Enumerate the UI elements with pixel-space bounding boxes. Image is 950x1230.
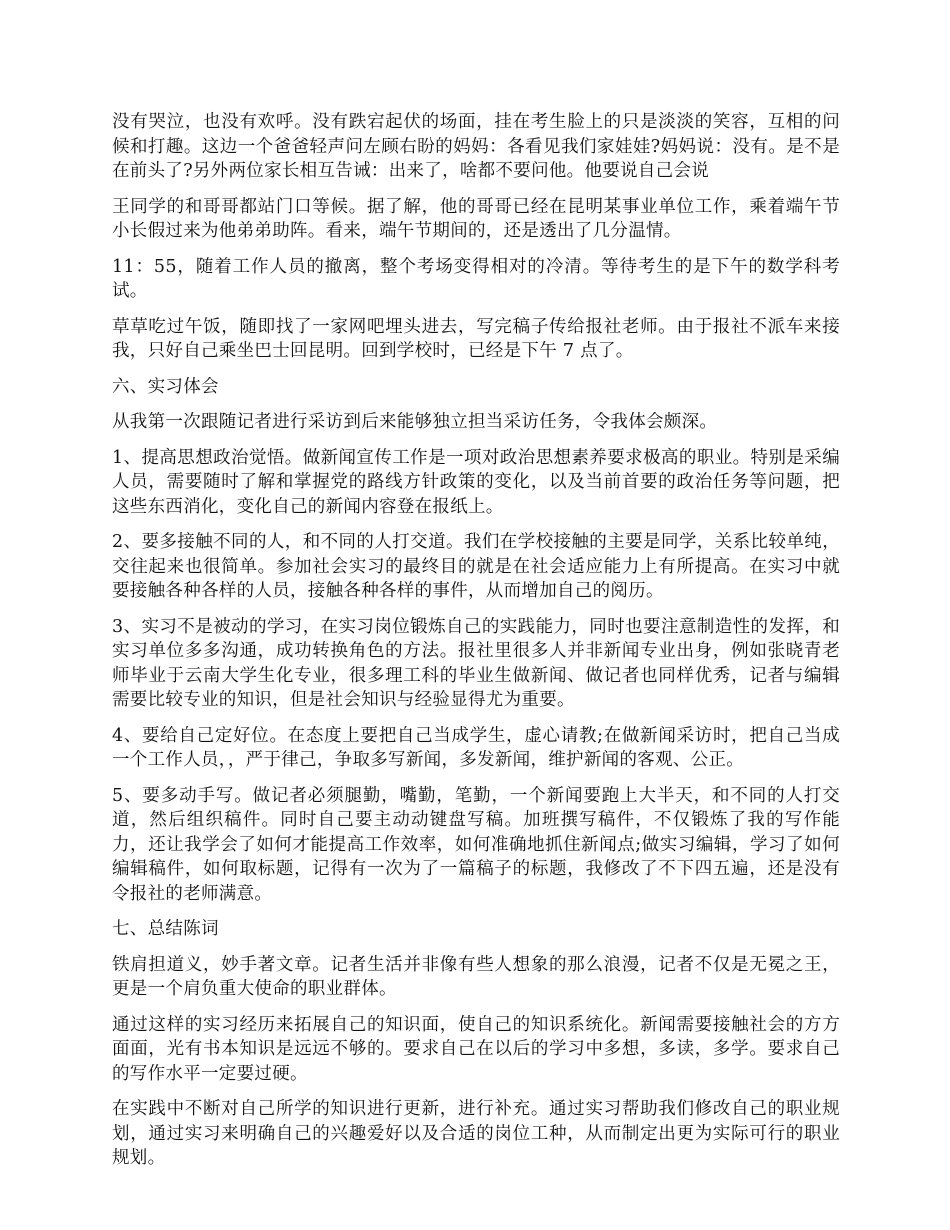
paragraph: 草草吃过午饭，随即找了一家网吧埋头进去，写完稿子传给报社老师。由于报社不派车来接我，只好自己乘坐巴士回昆明。回到学校时，已经是下午 7 点了。 bbox=[112, 316, 840, 361]
paragraph: 11：55，随着工作人员的撤离，整个考场变得相对的冷清。等待考生的是下午的数学科考试。 bbox=[112, 256, 840, 301]
paragraph: 5、要多动手写。做记者必须腿勤，嘴勤，笔勤，一个新闻要跑上大半天，和不同的人打交道，然后组织稿件。同时自己要主动动键盘写稿。加班撰写稿件，不仅锻炼了我的写作能力，还让我学会了如何才能提高工作效率，如何准确地抓住新闻点;做实习编辑，学习了如何编辑稿件，如何取标题，记得有一次为了一篇稿子的标题，我修改了不下四五遍，还是没有令报社的老师满意。 bbox=[112, 785, 840, 904]
section-heading: 六、实习体会 bbox=[112, 376, 219, 397]
paragraph: 1、提高思想政治觉悟。做新闻宣传工作是一项对政治思想素养要求极高的职业。特别是采编人员，需要随时了解和掌握党的路线方针政策的变化，以及当前首要的政治任务等问题，把这些东西消化，变化自己的新闻内容登在报纸上。 bbox=[112, 447, 840, 517]
paragraph: 3、实习不是被动的学习，在实习岗位锻炼自己的实践能力，同时也要注意制造性的发挥，和实习单位多多沟通，成功转换角色的方法。报社里很多人并非新闻专业出身，例如张晓青老师毕业于云南大学生化专业，很多理工科的毕业生做新闻、做记者也同样优秀，记者与编辑需要比较专业的知识，但是社会知识与经验显得尤为重要。 bbox=[112, 616, 840, 710]
paragraph: 铁肩担道义，妙手著文章。记者生活并非像有些人想象的那么浪漫，记者不仅是无冕之王，更是一个肩负重大使命的职业群体。 bbox=[112, 954, 840, 999]
paragraph: 从我第一次跟随记者进行采访到后来能够独立担当采访任务，令我体会颇深。 bbox=[112, 412, 718, 432]
document-body bbox=[112, 110, 840, 1182]
paragraph: 2、要多接触不同的人，和不同的人打交道。我们在学校接触的主要是同学，关系比较单纯，交往起来也很简单。参加社会实习的最终目的就是在社会适应能力上有所提高。在实习中就要接触各种各样的人员，接触各种各样的事件，从而增加自己的阅历。 bbox=[112, 532, 840, 601]
paragraph: 4、要给自己定好位。在态度上要把自己当成学生，虚心请教;在做新闻采访时，把自己当成一个工作人员，，严于律己，争取多写新闻，多发新闻，维护新闻的客观、公正。 bbox=[112, 725, 840, 770]
section-heading: 七、总结陈词 bbox=[112, 919, 219, 939]
paragraph: 通过这样的实习经历来拓展自己的知识面，使自己的知识系统化。新闻需要接触社会的方方面面，光有书本知识是远远不够的。要求自己在以后的学习中多想，多读，多学。要求自己的写作水平一定要过硬。 bbox=[112, 1014, 840, 1084]
paragraph: 没有哭泣，也没有欢呼。没有跌宕起伏的场面，挂在考生脸上的只是淡淡的笑容，互相的问候和打趣。这边一个爸爸轻声问左顾右盼的妈妈：各看见我们家娃娃?妈妈说：没有。是不是在前头了?另外两位家长相互告诫：出来了，啥都不要问他。他要说自己会说 bbox=[112, 112, 840, 181]
paragraph: 王同学的和哥哥都站门口等候。据了解，他的哥哥已经在昆明某事业单位工作，乘着端午节小长假过来为他弟弟助阵。看来，端午节期间的，还是透出了几分温情。 bbox=[112, 196, 840, 241]
paragraph: 在实践中不断对自己所学的知识进行更新，进行补充。通过实习帮助我们修改自己的职业规划，通过实习来明确自己的兴趣爱好以及合适的岗位工种，从而制定出更为实际可行的职业规划。 bbox=[112, 1099, 840, 1168]
